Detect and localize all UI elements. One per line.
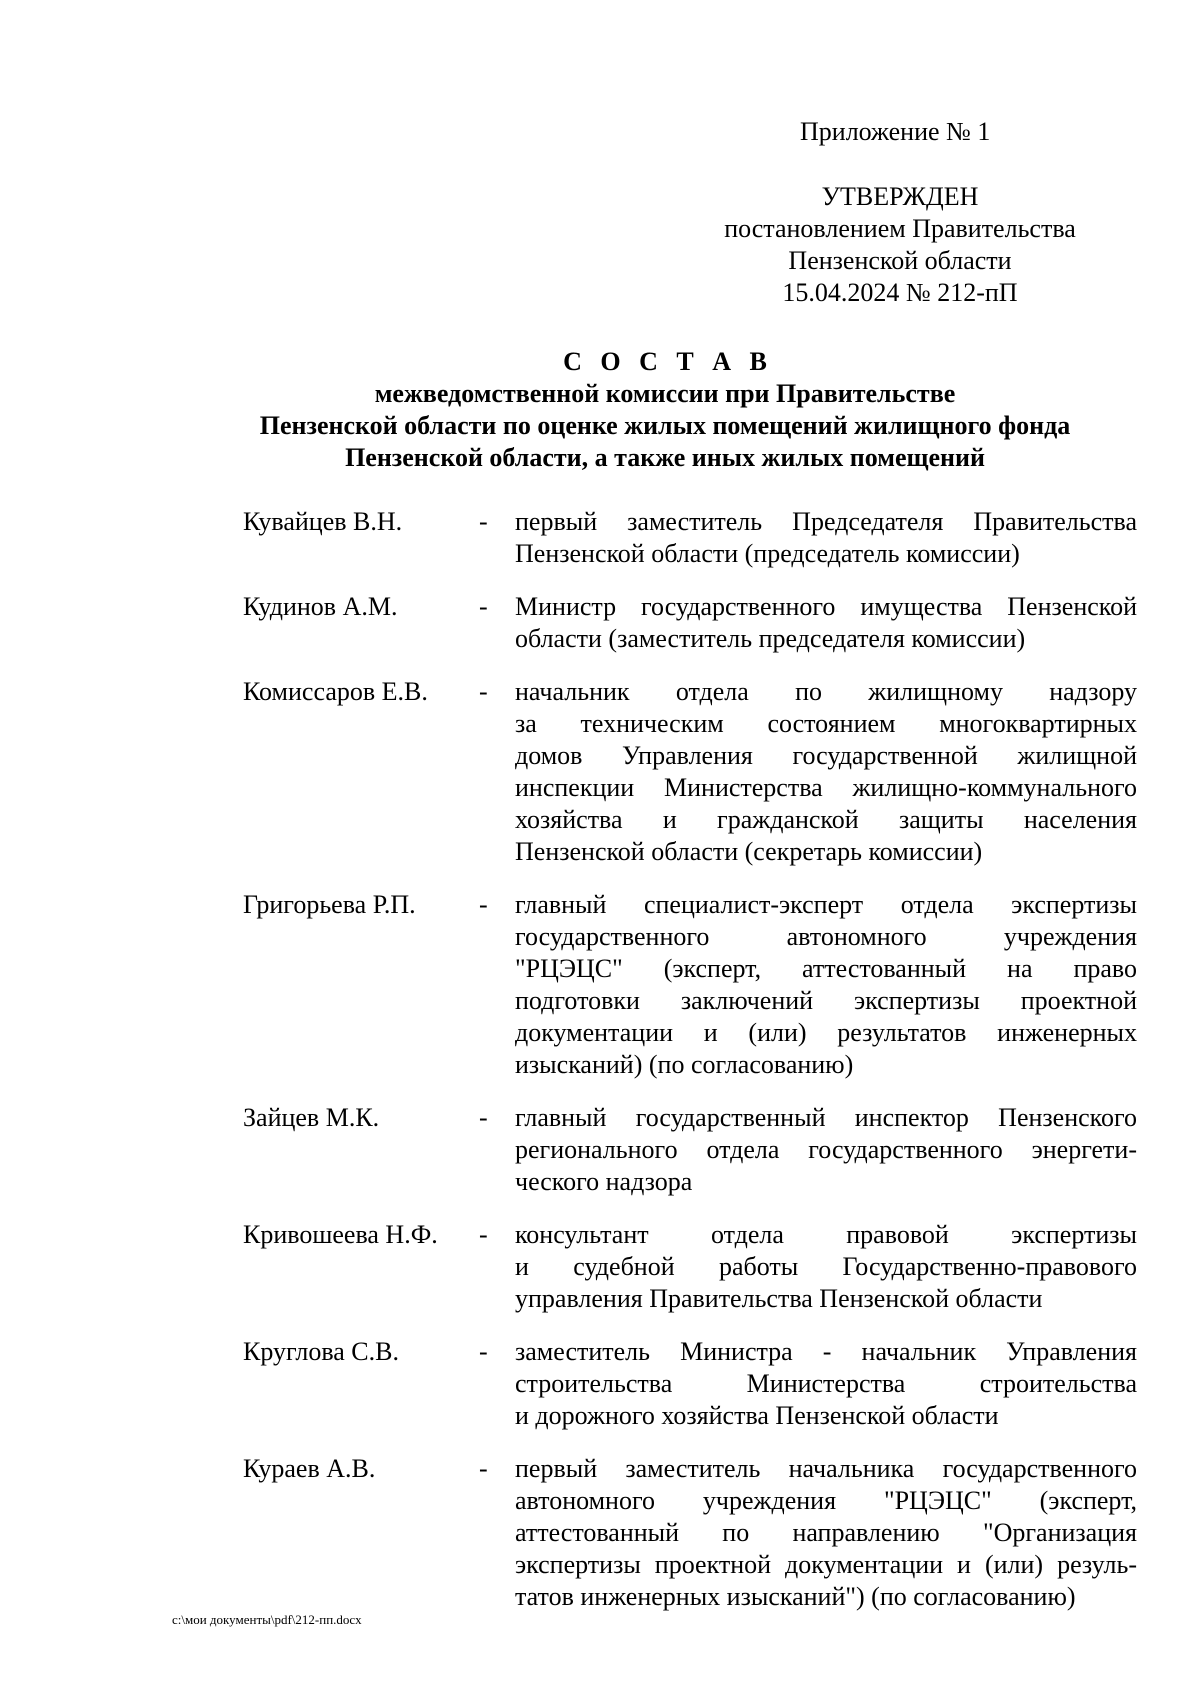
member-dash: - — [479, 1454, 488, 1483]
member-name: Комиссаров Е.В. — [243, 677, 428, 706]
file-path-footer: c:\мои документы\pdf\212-пп.docx — [172, 1612, 362, 1627]
member-description-line: автономного учреждения "РЦЭЦС" (эксперт, — [515, 1486, 1137, 1515]
member-description-line: и судебной работы Государственно-правового — [515, 1252, 1137, 1281]
member-row — [243, 1453, 1143, 1613]
member-description-line: экспертизы проектной документации и (или) резуль- — [515, 1550, 1137, 1579]
member-description-line: начальник отдела по жилищному надзору — [515, 677, 1137, 706]
annex-label: Приложение № 1 — [800, 117, 991, 146]
member-description-line: татов инженерных изысканий") (по согласованию) — [515, 1582, 1076, 1611]
member-description-line: управления Правительства Пензенской области — [515, 1284, 1043, 1313]
member-description-line: регионального отдела государственного энергети- — [515, 1135, 1137, 1164]
member-name: Кривошеева Н.Ф. — [243, 1220, 438, 1249]
approval-title: УТВЕРЖДЕН — [821, 182, 979, 211]
approval-stamp — [695, 181, 1105, 309]
member-description — [515, 1102, 1137, 1198]
member-description-line: области (заместитель председателя комиссии) — [515, 624, 1026, 653]
member-description-line: документации и (или) результатов инженерных — [515, 1018, 1137, 1047]
member-name: Кураев А.В. — [243, 1454, 376, 1483]
member-description-line: хозяйства и гражданской защиты населения — [515, 805, 1137, 834]
member-description-line: главный государственный инспектор Пензенского — [515, 1103, 1137, 1132]
approval-date-number: 15.04.2024 № 212-пП — [782, 278, 1018, 307]
member-description — [515, 1336, 1137, 1432]
member-description — [515, 889, 1137, 1081]
member-row — [243, 1336, 1143, 1432]
heading-line: Пензенской области по оценке жилых помещений жилищного фонда — [259, 411, 1071, 440]
member-description — [515, 1219, 1137, 1315]
member-description — [515, 676, 1137, 868]
member-dash: - — [479, 890, 488, 919]
member-description-line: и дорожного хозяйства Пензенской области — [515, 1401, 999, 1430]
member-name: Григорьева Р.П. — [243, 890, 416, 919]
member-row — [243, 676, 1143, 868]
member-name: Круглова С.В. — [243, 1337, 399, 1366]
document-heading — [150, 346, 1180, 474]
member-description — [515, 1453, 1137, 1613]
member-dash: - — [479, 677, 488, 706]
member-description-line: домов Управления государственной жилищной — [515, 741, 1137, 770]
member-description-line: заместитель Министра - начальник Управления — [515, 1337, 1137, 1366]
member-description-line: аттестованный по направлению "Организация — [515, 1518, 1137, 1547]
member-dash: - — [479, 1103, 488, 1132]
member-description-line: главный специалист-эксперт отдела экспертизы — [515, 890, 1137, 919]
member-row — [243, 1219, 1143, 1315]
member-row — [243, 889, 1143, 1081]
member-name: Кудинов А.М. — [243, 592, 398, 621]
member-dash: - — [479, 592, 488, 621]
member-description-line: изысканий) (по согласованию) — [515, 1050, 854, 1079]
member-name: Зайцев М.К. — [243, 1103, 380, 1132]
member-description-line: Пензенской области (секретарь комиссии) — [515, 837, 983, 866]
member-row — [243, 1102, 1143, 1198]
member-description-line: консультант отдела правовой экспертизы — [515, 1220, 1137, 1249]
members-list — [243, 506, 1143, 1634]
member-description-line: Министр государственного имущества Пензенской — [515, 592, 1137, 621]
member-description — [515, 506, 1137, 570]
member-row — [243, 506, 1143, 570]
member-description-line: государственного автономного учреждения — [515, 922, 1137, 951]
heading-line: Пензенской области, а также иных жилых помещений — [345, 443, 985, 472]
member-name: Кувайцев В.Н. — [243, 507, 403, 536]
member-description-line: первый заместитель Председателя Правительства — [515, 507, 1137, 536]
member-description-line: за техническим состоянием многоквартирных — [515, 709, 1137, 738]
document-title: С О С Т А В — [563, 347, 773, 376]
member-description-line: первый заместитель начальника государственного — [515, 1454, 1137, 1483]
member-description-line: "РЦЭЦС" (эксперт, аттестованный на право — [515, 954, 1137, 983]
heading-line: межведомственной комиссии при Правительстве — [374, 379, 956, 408]
member-description-line: строительства Министерства строительства — [515, 1369, 1137, 1398]
member-description-line: Пензенской области (председатель комиссии) — [515, 539, 1020, 568]
member-description-line: подготовки заключений экспертизы проектной — [515, 986, 1137, 1015]
approval-line: Пензенской области — [788, 246, 1012, 275]
member-dash: - — [479, 1220, 488, 1249]
member-description-line: ческого надзора — [515, 1167, 693, 1196]
member-dash: - — [479, 1337, 488, 1366]
member-description — [515, 591, 1137, 655]
member-dash: - — [479, 507, 488, 536]
member-row — [243, 591, 1143, 655]
approval-line: постановлением Правительства — [724, 214, 1076, 243]
member-description-line: инспекции Министерства жилищно-коммунального — [515, 773, 1137, 802]
